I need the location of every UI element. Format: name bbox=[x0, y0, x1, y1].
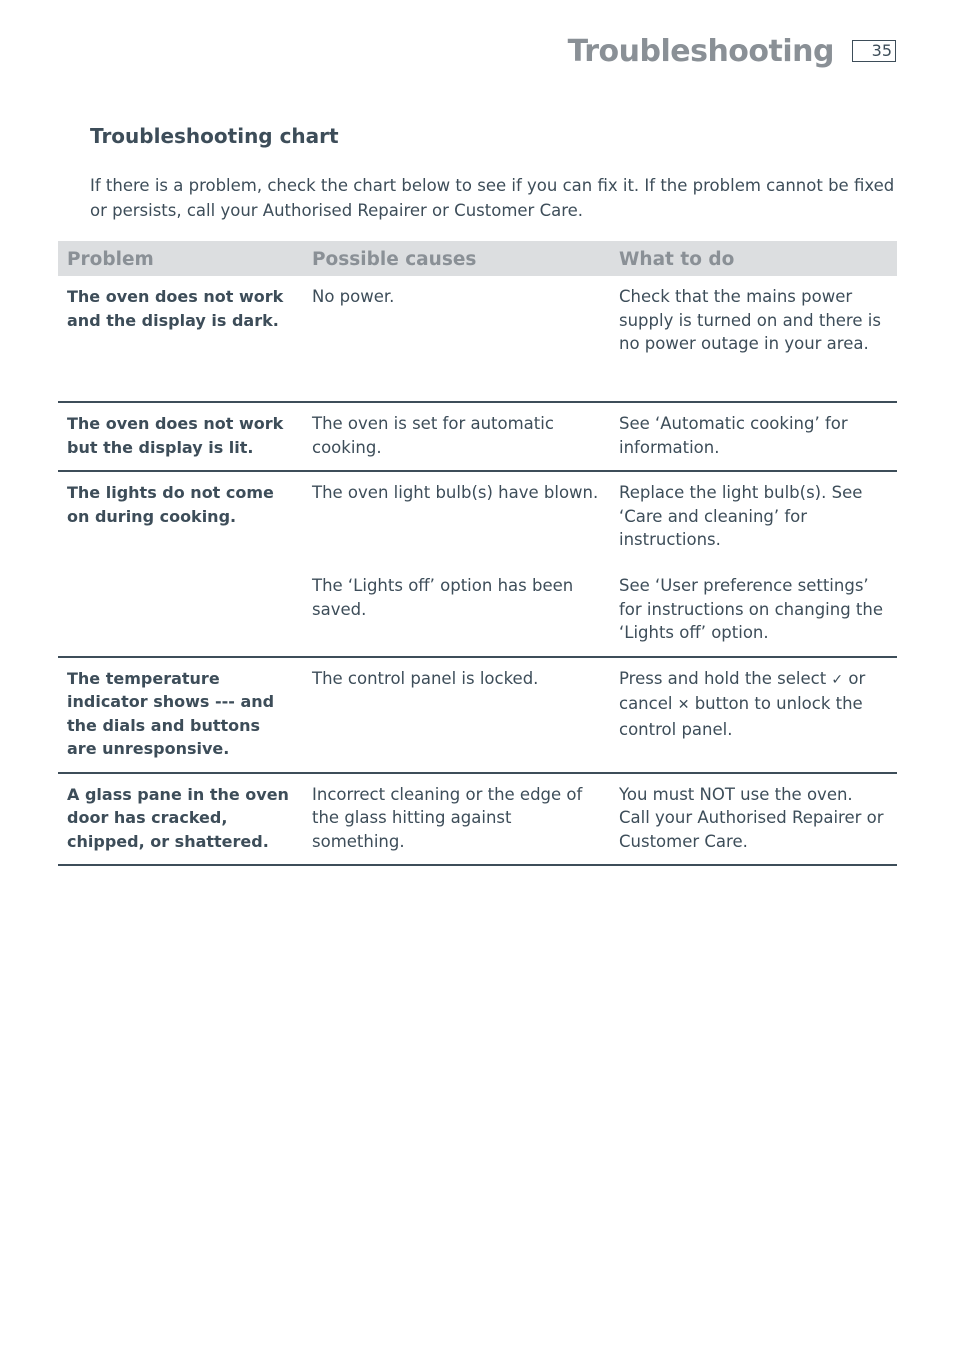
table-row bbox=[58, 471, 897, 657]
cross-icon: ✕ bbox=[677, 697, 690, 713]
cause-text: The control panel is locked. bbox=[312, 668, 539, 688]
section-title: Troubleshooting chart bbox=[90, 124, 339, 148]
page-number: 35 bbox=[852, 40, 896, 62]
action-text-part: or cancel bbox=[619, 668, 866, 713]
page-title: Troubleshooting bbox=[567, 34, 834, 69]
action-text-part: button to unlock the control panel. bbox=[619, 694, 863, 739]
action-text: Check that the mains power supply is turned on and there is no power outage in your area. bbox=[619, 287, 881, 353]
cause-text: The ‘Lights off’ option has been saved. bbox=[312, 576, 574, 619]
problem-cell: The oven does not work but the display is lit. bbox=[58, 402, 303, 471]
action-text: See ‘User preference settings’ for instructions on changing the ‘Lights off’ option. bbox=[619, 576, 884, 642]
problem-cell: A glass pane in the oven door has cracked, chipped, or shattered. bbox=[58, 773, 303, 866]
cause-cell bbox=[303, 657, 610, 773]
intro-paragraph: If there is a problem, check the chart below to see if you can fix it. If the problem cannot be fixed or persists, call your Authorised Repairer or Customer Care. bbox=[90, 176, 895, 220]
page-header bbox=[568, 30, 896, 74]
cause-cell bbox=[303, 402, 610, 471]
column-header-what-to-do: What to do bbox=[610, 241, 897, 276]
cause-text: The oven is set for automatic cooking. bbox=[312, 414, 554, 457]
cause-text: Incorrect cleaning or the edge of the glass hitting against something. bbox=[312, 784, 583, 851]
action-cell bbox=[610, 402, 897, 471]
cause-cell bbox=[303, 471, 610, 657]
action-text: Replace the light bulb(s). See ‘Care and cleaning’ for instructions. bbox=[619, 483, 863, 549]
column-header-possible-causes: Possible causes bbox=[303, 241, 610, 276]
check-icon: ✓ bbox=[831, 671, 844, 688]
problem-cell: The temperature indicator shows --- and the dials and buttons are unresponsive. bbox=[58, 657, 303, 773]
troubleshooting-table bbox=[58, 241, 897, 866]
cause-text: No power. bbox=[312, 287, 395, 306]
action-text bbox=[619, 667, 888, 742]
table-row bbox=[58, 276, 897, 402]
cause-cell bbox=[303, 773, 610, 866]
table-row bbox=[58, 402, 897, 471]
action-text: See ‘Automatic cooking’ for information. bbox=[619, 414, 848, 457]
action-text-part: Press and hold the select bbox=[619, 668, 827, 688]
action-cell bbox=[610, 657, 897, 773]
problem-cell: The lights do not come on during cooking. bbox=[58, 471, 303, 657]
action-cell bbox=[610, 773, 897, 866]
action-cell bbox=[610, 276, 897, 402]
action-cell bbox=[610, 471, 897, 657]
table-header-row bbox=[58, 241, 897, 276]
table-row bbox=[58, 657, 897, 773]
action-text: You must NOT use the oven. Call your Authorised Repairer or Customer Care. bbox=[619, 784, 884, 851]
table-row bbox=[58, 773, 897, 866]
column-header-problem: Problem bbox=[58, 241, 303, 276]
cause-cell bbox=[303, 276, 610, 402]
cause-text: The oven light bulb(s) have blown. bbox=[312, 483, 599, 502]
problem-cell: The oven does not work and the display is dark. bbox=[58, 276, 303, 402]
